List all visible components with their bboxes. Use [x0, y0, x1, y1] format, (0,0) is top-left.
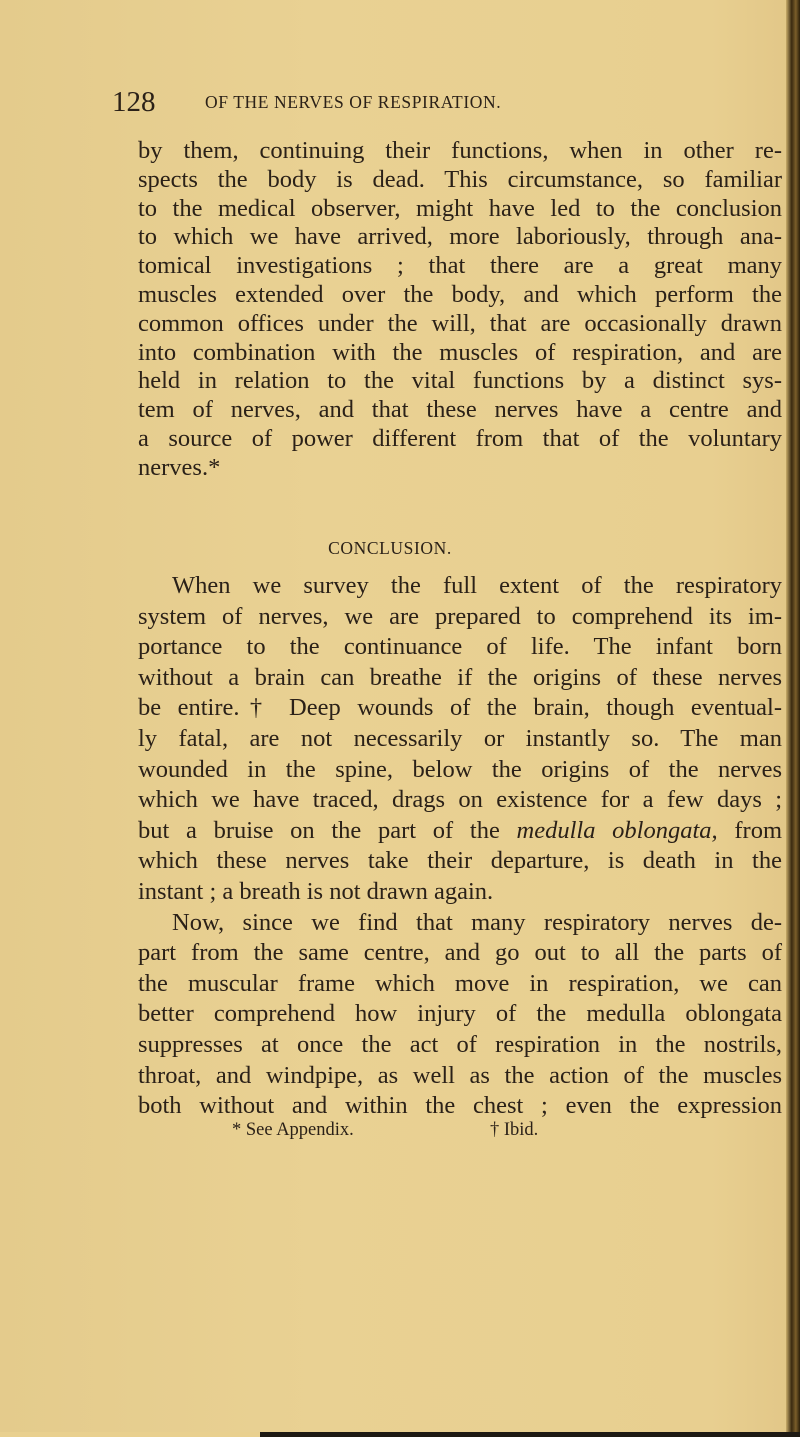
text-segment: from [717, 816, 782, 844]
text-line: be entire.† Deep wounds of the brain, though eventual- [138, 694, 782, 722]
text-line: portance to the continuance of life. The infant born [138, 633, 782, 661]
page-edge-shadow [260, 1432, 800, 1437]
text-line: held in relation to the vital functions by a distinct sys- [138, 367, 782, 395]
text-line: tem of nerves, and that these nerves have a centre and [138, 396, 782, 424]
text-line: into combination with the muscles of respiration, and are [138, 338, 782, 366]
text-line: spects the body is dead. This circumstance, so familiar [138, 165, 782, 193]
text-line: Now, since we find that many respiratory nerves de- [172, 908, 782, 936]
paragraph-2 [138, 571, 782, 1122]
text-line [138, 816, 782, 847]
footnote-2: † Ibid. [490, 1120, 539, 1140]
text-line: both without and within the chest ; even the expression [138, 1092, 782, 1120]
text-line: throat, and windpipe, as well as the action of the muscles [138, 1061, 782, 1089]
paragraph-1 [138, 137, 782, 483]
text-line: ly fatal, are not necessarily or instantly so. The man [138, 724, 782, 752]
text-line: without a brain can breathe if the origins of these nerves [138, 663, 782, 691]
text-line: instant ; a breath is not drawn again. [138, 877, 494, 905]
book-spine [786, 0, 800, 1437]
text-line: to which we have arrived, more laboriously, through ana- [138, 223, 782, 251]
text-line: When we survey the full extent of the respiratory [172, 572, 782, 599]
text-line: to the medical observer, might have led to the conclusion [138, 194, 782, 222]
text-line: which we have traced, drags on existence for a few days ; [138, 786, 782, 814]
running-head: OF THE NERVES OF RESPIRATION. [205, 92, 502, 112]
text-line: a source of power different from that of the voluntary [138, 424, 782, 452]
italic-term: medulla oblongata, [516, 816, 718, 844]
text-line: suppresses at once the act of respiration in the nostrils, [138, 1030, 782, 1058]
page-number: 128 [112, 86, 156, 118]
footnote-1: * See Appendix. [232, 1120, 354, 1140]
section-heading: CONCLUSION. [328, 538, 452, 558]
text-line: common offices under the will, that are occasionally drawn [138, 309, 782, 337]
text-line: wounded in the spine, below the origins of the nerves [138, 755, 782, 783]
text-line: system of nerves, we are prepared to comprehend its im- [138, 602, 782, 630]
text-segment: but a bruise on the part of the [138, 816, 517, 844]
text-line: tomical investigations ; that there are a great many [138, 252, 782, 280]
text-line: which these nerves take their departure, is death in the [138, 847, 782, 875]
text-line: part from the same centre, and go out to all the parts of [138, 939, 782, 967]
text-line: muscles extended over the body, and which perform the [138, 280, 782, 308]
text-line: better comprehend how injury of the medulla oblongata [138, 1000, 782, 1028]
text-line: by them, continuing their functions, when in other re- [138, 137, 782, 164]
text-line: the muscular frame which move in respiration, we can [138, 969, 782, 997]
text-line: nerves.* [138, 453, 221, 481]
